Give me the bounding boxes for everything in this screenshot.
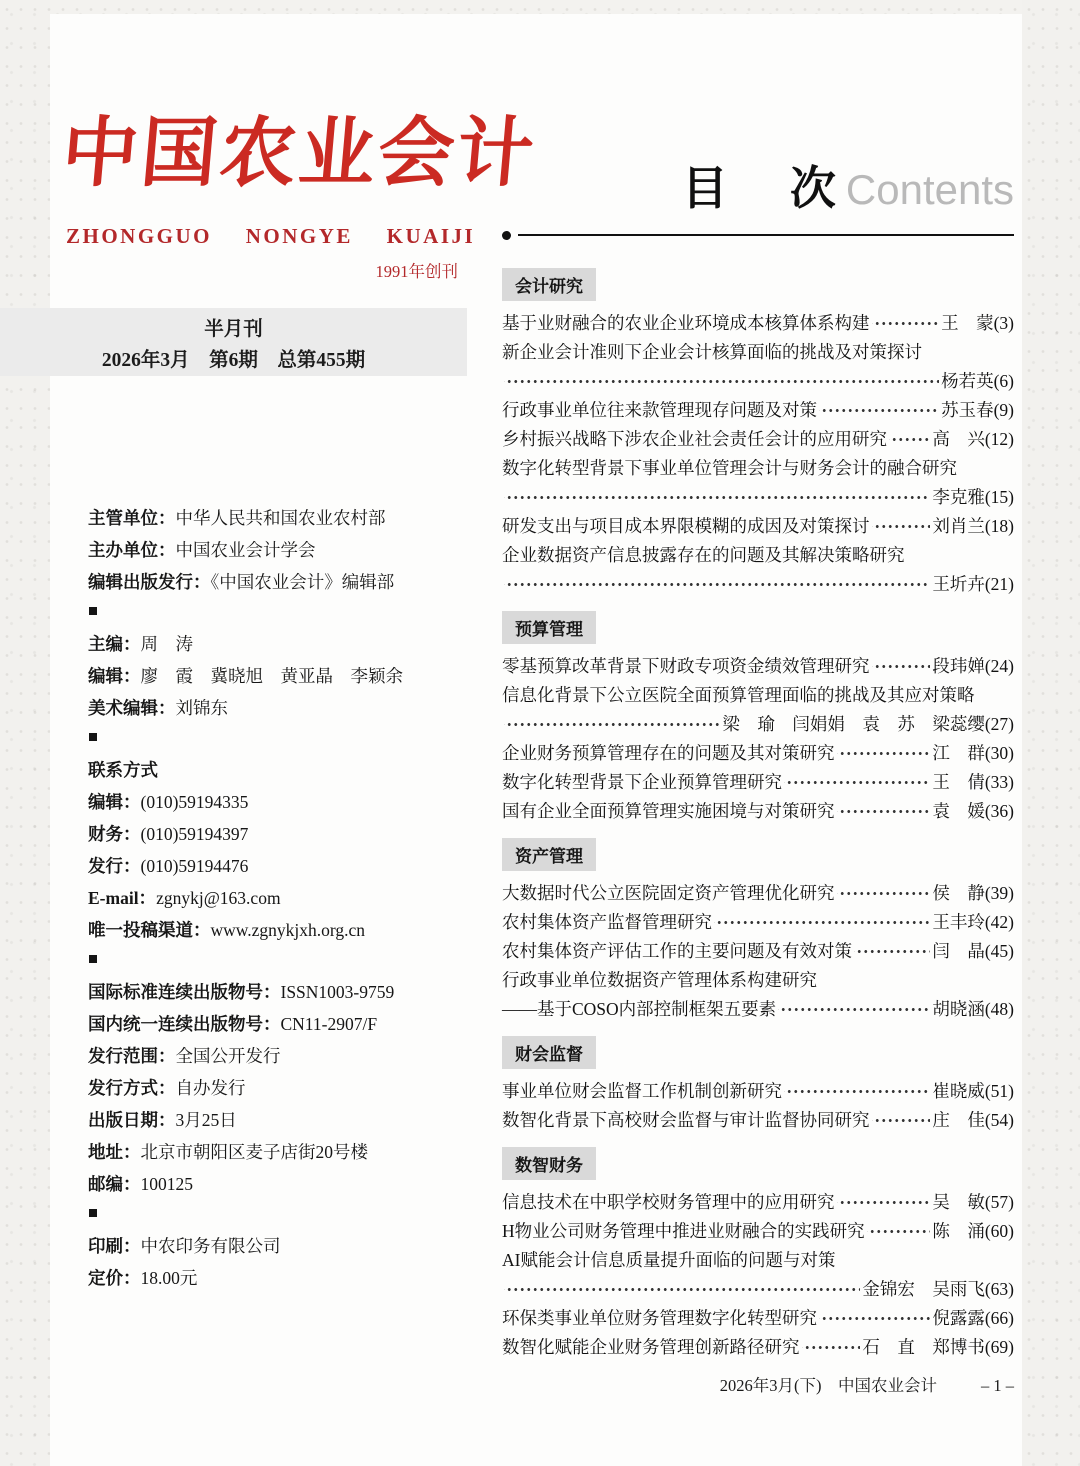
article-authors: 陈 涌(60) [932, 1220, 1014, 1241]
article-title: H物业公司财务管理中推进业财融合的实践研究 [502, 1220, 865, 1241]
info-line [88, 1136, 474, 1168]
info-value: 中华人民共和国农业农村部 [175, 508, 386, 528]
dot-leader [819, 407, 939, 414]
paper-texture-right [1022, 0, 1080, 1466]
dot-leader [872, 663, 931, 670]
info-value: 刘锦东 [175, 698, 228, 718]
article-entry-line [502, 396, 1014, 425]
info-line [88, 566, 474, 598]
article-list [502, 879, 1014, 1024]
article-authors: 王 倩(33) [932, 771, 1014, 792]
dot-leader [872, 320, 940, 327]
paper-texture-top [0, 0, 1080, 14]
article-authors: 崔晓威(51) [932, 1080, 1014, 1101]
article-entry-line [502, 309, 1014, 338]
article-title: 大数据时代公立医院固定资产管理优化研究 [502, 882, 835, 903]
info-value: 《中国农业会计》编辑部 [210, 572, 395, 592]
info-line [88, 502, 474, 534]
info-line [88, 660, 474, 692]
info-value: www.zgnykjxh.org.cn [210, 920, 366, 940]
article-authors: 段玮婵(24) [932, 655, 1014, 676]
article-authors: 金锦宏 吴雨飞(63) [862, 1278, 1014, 1299]
info-label: 发行范围： [88, 1046, 176, 1066]
issue-number: 2026年3月 第6期 总第455期 [101, 349, 366, 371]
info-line [88, 692, 474, 724]
founding-year: 1991年创刊 [375, 262, 458, 281]
journal-logo: 中国农业会计 [58, 112, 540, 196]
article-list [502, 652, 1014, 826]
dot-leader [784, 779, 930, 786]
article-title: 乡村振兴战略下涉农企业社会责任会计的应用研究 [502, 428, 887, 449]
article-list [502, 309, 1014, 599]
footer-issue-text: 2026年3月(下) 中国农业会计 [719, 1376, 937, 1395]
contact-block [88, 754, 474, 946]
info-label: 发行： [88, 856, 141, 876]
article-authors: 李克雅(15) [932, 486, 1014, 507]
info-label: 编辑： [88, 666, 141, 686]
dot-leader [778, 1006, 930, 1013]
info-value: 18.00元 [140, 1268, 198, 1288]
dot-leader [867, 1228, 931, 1235]
info-label: 地址： [88, 1142, 141, 1162]
info-value: ISSN1003-9759 [280, 982, 395, 1002]
article-title: AI赋能会计信息质量提升面临的问题与对策 [502, 1249, 836, 1270]
article-title: 新企业会计准则下企业会计核算面临的挑战及对策探讨 [502, 341, 922, 362]
info-line [88, 1008, 474, 1040]
article-title: 企业数据资产信息披露存在的问题及其解决策略研究 [502, 544, 905, 565]
info-value: 全国公开发行 [175, 1046, 281, 1066]
info-value: CN11-2907/F [280, 1014, 378, 1034]
dot-leader [802, 1344, 861, 1351]
article-title: 零基预算改革背景下财政专项资金绩效管理研究 [502, 655, 870, 676]
article-title: 信息技术在中职学校财务管理中的应用研究 [502, 1191, 835, 1212]
section-separator-bullet [89, 955, 97, 963]
article-entry-line [502, 512, 1014, 541]
info-line [88, 534, 474, 566]
article-authors: 袁 媛(36) [932, 800, 1014, 821]
article-title: 农村集体资产监督管理研究 [502, 911, 712, 932]
section-label: 预算管理 [502, 611, 596, 644]
article-authors: 梁 瑜 闫娟娟 袁 苏 梁蕊缨(27) [722, 713, 1014, 734]
article-authors: 胡晓涵(48) [932, 998, 1014, 1019]
info-label: 邮编： [88, 1174, 141, 1194]
info-label: 美术编辑： [88, 698, 176, 718]
article-authors: 王圻卉(21) [932, 573, 1014, 594]
journal-pinyin: ZHONGGUO NONGYE KUAIJI [66, 224, 476, 248]
article-entry-line [502, 710, 1014, 739]
dot-leader [889, 436, 930, 443]
journal-info-column [88, 502, 474, 1303]
dot-leader [714, 919, 930, 926]
article-entry-line [502, 797, 1014, 826]
info-value: zgnykj@163.com [156, 888, 281, 908]
article-entry-line [502, 338, 1014, 367]
section-separator-bullet [89, 607, 97, 615]
section-separator-bullet [89, 733, 97, 741]
dot-leader [837, 808, 931, 815]
info-line [88, 1040, 474, 1072]
article-authors: 杨若英(6) [941, 370, 1014, 391]
info-label: 国内统一连续出版物号： [88, 1014, 281, 1034]
footer-page-number: – 1 – [981, 1376, 1014, 1395]
article-entry-line [502, 995, 1014, 1024]
info-label: 编辑出版发行： [88, 572, 211, 592]
dot-leader [504, 581, 930, 588]
page-footer [502, 1372, 1014, 1396]
info-value: 中农印务有限公司 [140, 1236, 281, 1256]
info-line [88, 914, 474, 946]
article-title: 事业单位财会监督工作机制创新研究 [502, 1080, 782, 1101]
section-separator-bullet [89, 1209, 97, 1217]
article-authors: 闫 晶(45) [932, 940, 1014, 961]
dot-leader [784, 1088, 930, 1095]
info-line [88, 882, 474, 914]
divider-line [518, 234, 1014, 236]
article-authors: 王丰玲(42) [932, 911, 1014, 932]
toc-title [502, 164, 1014, 215]
info-value: 周 涛 [140, 634, 193, 654]
info-value: (010)59194335 [140, 792, 249, 812]
article-entry-line [502, 1077, 1014, 1106]
toc-column [502, 164, 1014, 1362]
article-title: 数字化转型背景下企业预算管理研究 [502, 771, 782, 792]
info-value: 中国农业会计学会 [175, 540, 316, 560]
toc-title-cn: 目 次 [681, 163, 844, 214]
dot-leader [872, 1117, 931, 1124]
article-entry-line [502, 570, 1014, 599]
info-value: 自办发行 [175, 1078, 246, 1098]
article-authors: 刘肖兰(18) [932, 515, 1014, 536]
article-entry-line [502, 1246, 1014, 1275]
info-label: 印刷： [88, 1236, 141, 1256]
info-label: 国际标准连续出版物号： [88, 982, 281, 1002]
info-value: 北京市朝阳区麦子店街20号楼 [140, 1142, 368, 1162]
info-line [88, 1230, 474, 1262]
issue-info-band [0, 308, 467, 376]
article-authors: 王 蒙(3) [941, 312, 1014, 333]
info-label: 唯一投稿渠道： [88, 920, 211, 940]
article-entry-line [502, 1188, 1014, 1217]
info-value: 3月25日 [175, 1110, 237, 1130]
section-label: 资产管理 [502, 838, 596, 871]
dot-leader [837, 750, 931, 757]
info-label: 编辑： [88, 792, 141, 812]
info-line [88, 786, 474, 818]
info-label: 财务： [88, 824, 141, 844]
dot-leader [504, 494, 930, 501]
article-list [502, 1188, 1014, 1362]
article-entry-line [502, 739, 1014, 768]
divider-dot-icon [502, 231, 511, 240]
info-line [88, 1072, 474, 1104]
article-authors: 侯 静(39) [932, 882, 1014, 903]
info-label: 主编： [88, 634, 141, 654]
print-block [88, 1230, 474, 1294]
article-title: ——基于COSO内部控制框架五要素 [502, 998, 777, 1019]
dot-leader [854, 948, 930, 955]
block-heading: 联系方式 [88, 760, 158, 780]
info-value: (010)59194476 [140, 856, 249, 876]
article-title: 国有企业全面预算管理实施困境与对策研究 [502, 800, 835, 821]
article-list [502, 1077, 1014, 1135]
toc-sections [502, 268, 1014, 1362]
section-label: 财会监督 [502, 1036, 596, 1069]
info-line [88, 976, 474, 1008]
article-authors: 吴 敏(57) [932, 1191, 1014, 1212]
article-entry-line [502, 425, 1014, 454]
article-entry-line [502, 908, 1014, 937]
staff-block [88, 628, 474, 724]
dot-leader [819, 1315, 930, 1322]
article-entry-line [502, 966, 1014, 995]
article-entry-line [502, 652, 1014, 681]
info-value: 廖 霞 冀晓旭 黄亚晶 李颖余 [140, 666, 403, 686]
dot-leader [504, 721, 720, 728]
article-title: 农村集体资产评估工作的主要问题及有效对策 [502, 940, 852, 961]
article-authors: 江 群(30) [932, 742, 1014, 763]
article-entry-line [502, 681, 1014, 710]
article-entry-line [502, 1275, 1014, 1304]
article-title: 行政事业单位数据资产管理体系构建研究 [502, 969, 817, 990]
toc-divider [502, 231, 1014, 240]
article-title: 环保类事业单位财务管理数字化转型研究 [502, 1307, 817, 1328]
article-title: 数智化赋能企业财务管理创新路径研究 [502, 1336, 800, 1357]
info-value: (010)59194397 [140, 824, 249, 844]
section-label: 数智财务 [502, 1147, 596, 1180]
info-label: 主办单位： [88, 540, 176, 560]
article-title: 信息化背景下公立医院全面预算管理面临的挑战及其应对策略 [502, 684, 975, 705]
toc-title-en: Contents [845, 166, 1014, 213]
dot-leader [837, 1199, 931, 1206]
info-label: E-mail： [88, 888, 157, 908]
info-label: 定价： [88, 1268, 141, 1288]
dot-leader [837, 890, 931, 897]
article-entry-line [502, 768, 1014, 797]
article-entry-line [502, 483, 1014, 512]
article-entry-line [502, 937, 1014, 966]
article-entry-line [502, 1333, 1014, 1362]
info-line [88, 818, 474, 850]
article-title: 企业财务预算管理存在的问题及其对策研究 [502, 742, 835, 763]
article-entry-line [502, 454, 1014, 483]
article-entry-line [502, 541, 1014, 570]
publication-block [88, 976, 474, 1200]
info-value: 100125 [140, 1174, 193, 1194]
dot-leader [504, 378, 939, 385]
paper-texture-left [0, 0, 50, 1466]
info-label: 发行方式： [88, 1078, 176, 1098]
article-entry-line [502, 1304, 1014, 1333]
article-authors: 倪露露(66) [932, 1307, 1014, 1328]
dot-leader [872, 523, 931, 530]
article-title: 研发支出与项目成本界限模糊的成因及对策探讨 [502, 515, 870, 536]
dot-leader [504, 1286, 860, 1293]
info-line [88, 1168, 474, 1200]
section-label: 会计研究 [502, 268, 596, 301]
article-title: 数智化背景下高校财会监督与审计监督协同研究 [502, 1109, 870, 1130]
frequency-label: 半月刊 [204, 318, 263, 340]
info-label: 主管单位： [88, 508, 176, 528]
article-title: 数字化转型背景下事业单位管理会计与财务会计的融合研究 [502, 457, 957, 478]
article-entry-line [502, 1106, 1014, 1135]
article-entry-line [502, 1217, 1014, 1246]
publisher-block [88, 502, 474, 598]
info-line [88, 850, 474, 882]
article-entry-line [502, 879, 1014, 908]
info-line [88, 1104, 474, 1136]
info-label: 出版日期： [88, 1110, 176, 1130]
article-entry-line [502, 367, 1014, 396]
article-authors: 石 直 郑博书(69) [862, 1336, 1014, 1357]
info-line [88, 1262, 474, 1294]
info-line [88, 628, 474, 660]
article-title: 行政事业单位往来款管理现存问题及对策 [502, 399, 817, 420]
article-authors: 庄 佳(54) [932, 1109, 1014, 1130]
article-title: 基于业财融合的农业企业环境成本核算体系构建 [502, 312, 870, 333]
article-authors: 高 兴(12) [932, 428, 1014, 449]
article-authors: 苏玉春(9) [941, 399, 1014, 420]
